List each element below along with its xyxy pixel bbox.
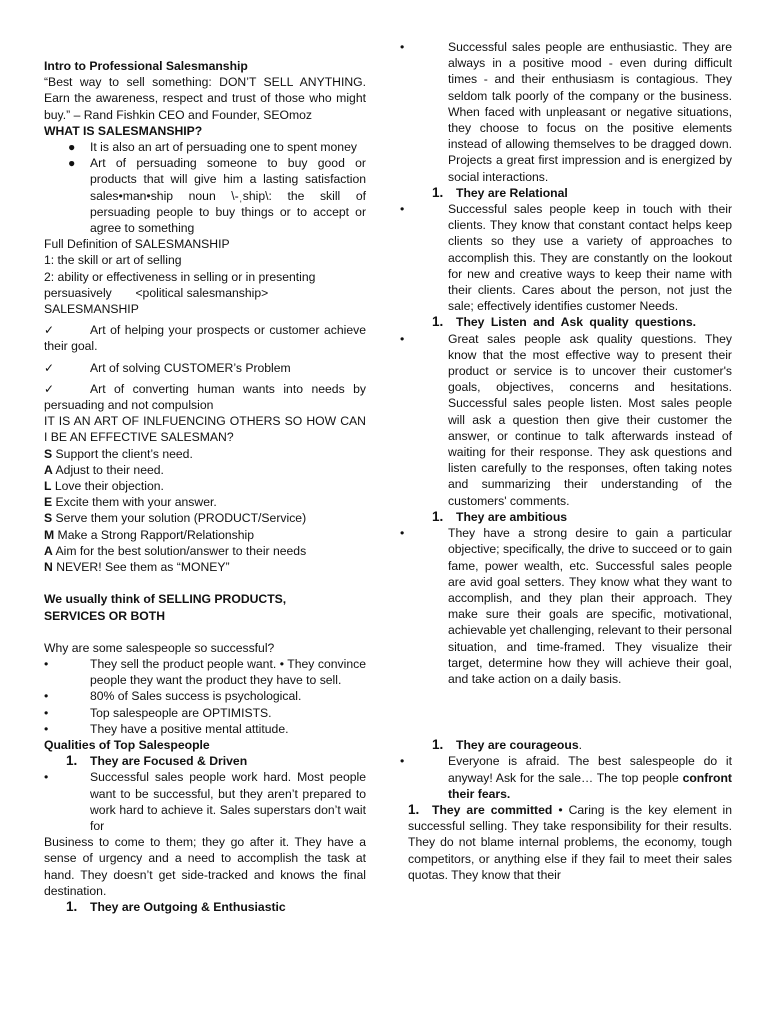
think-line-1: We usually think of SELLING PRODUCTS,	[44, 592, 287, 607]
quality-heading: 1. They are Focused & Driven	[66, 753, 248, 769]
bullet-icon: •	[44, 770, 49, 785]
check-item: ✓ Art of solving CUSTOMER’s Problem	[44, 360, 291, 375]
bullet-icon: •	[44, 721, 49, 736]
effective-question: IT IS AN ART OF INLFUENCING OTHERS SO HOW CAN I BE AN EFFECTIVE SALESMAN?	[44, 414, 366, 445]
why-bullet: • 80% of Sales success is psychological.	[44, 689, 302, 704]
quality-heading: 1. They Listen and Ask quality questions.	[432, 314, 696, 330]
acronym-line: A Adjust to their need.	[44, 462, 164, 477]
bullet-icon: •	[44, 689, 49, 704]
acronym-line: A Aim for the best solution/answer to their needs	[44, 543, 307, 558]
bullet-icon: •	[44, 656, 49, 671]
bullet-icon: •	[400, 754, 405, 769]
committed-paragraph: 1. They are committed • Caring is the key element in successful selling. They take responsibility for their results. They do not blame internal problems, the economy, tough competitors, or anything else if they fail to meet their sales quotas. They know that their	[408, 801, 732, 882]
bullet-icon: •	[400, 202, 405, 217]
what-bullet: ● It is also an art of persuading one to spent money	[68, 140, 357, 155]
quality-heading: 1. They are courageous.	[432, 737, 582, 753]
why-bullet: • They sell the product people want. • They convince people they want the product they have to sell.	[44, 656, 366, 688]
bullet-icon: •	[400, 40, 405, 54]
check-icon: ✓	[44, 360, 55, 375]
quality-bullet: • Successful sales people keep in touch with their clients. They know that constant contact helps keep clients so they use a variety of approaches to accomplish this. They are constantly on the lookout for new and creative ways to keep their name with their clients. Cares about the person, not just the sale; effectively identifies customer Needs.	[400, 202, 732, 314]
quality-heading: 1. They are Outgoing & Enthusiastic	[66, 898, 286, 914]
left-column	[44, 38, 366, 915]
check-item: ✓ Art of helping your prospects or customer achieve their goal.	[44, 323, 366, 354]
why-bullet: • They have a positive mental attitude.	[44, 721, 289, 736]
salesmanship-label: SALESMANSHIP	[44, 302, 139, 317]
acronym-line: N NEVER! See them as “MONEY”	[44, 560, 230, 575]
quality-heading: 1. They are Relational	[432, 184, 568, 200]
bullet-icon: ●	[68, 140, 76, 155]
what-bullet: ● Art of persuading someone to buy good or products that will give him a lasting satisfaction sales•man•ship noun \-ˌship\: the skill of persuading people to buy things or to accept or agree to something	[68, 156, 366, 236]
quality-heading: 1. They are ambitious	[432, 508, 568, 524]
acronym-line: M Make a Strong Rapport/Relationship	[44, 527, 255, 542]
doc-title: Intro to Professional Salesmanship	[44, 59, 248, 73]
bullet-icon: •	[400, 526, 405, 541]
quality-bullet: • They have a strong desire to gain a particular objective; specifically, the drive to succeed or to gain fame, power wealth, etc. Successful sales people are avid goal setters. They know what they want to accomplish, and they plan their approach. They make sure their goals are specific, motivational, achievable yet challenging, relevant to their personal situation, and time-framed. They visualize their target, determine how they will achieve their goal, and take action on a daily basis.	[400, 526, 732, 686]
qualities-heading: Qualities of Top Salespeople	[44, 737, 210, 752]
check-item: ✓ Art of converting human wants into needs by persuading and not compulsion	[44, 381, 366, 413]
acronym-line: S Support the client’s need.	[44, 446, 193, 461]
bullet-icon: •	[400, 331, 405, 346]
definition-2: 2: ability or effectiveness in selling or in presenting persuasively <political salesmanship>	[44, 269, 319, 300]
definition-1: 1: the skill or art of selling	[44, 253, 182, 268]
acronym-line: E Excite them with your answer.	[44, 495, 217, 510]
right-column	[400, 39, 732, 883]
quality-bullet: • Great sales people ask quality questions. They know that the most effective way to present their product or service is to uncover their customer's goals, objectives, concerns and hesitations. Successful sales people listen. Most sales people will ask a question then give their customer the answer, or continue to talk afterwards instead of waiting for their response. They ask questions and listen carefully to the responses, often taking notes and summarizing their understanding of the customers' comments.	[400, 331, 732, 508]
acronym-line: S Serve them your solution (PRODUCT/Service)	[44, 511, 307, 526]
check-icon: ✓	[44, 323, 55, 338]
bullet-icon: ●	[68, 156, 76, 171]
what-heading: WHAT IS SALESMANSHIP?	[44, 123, 203, 138]
quality-bullet: • Successful sales people are enthusiastic. They are always in a positive mood - even during difficult times - and their enthusiasm is contagious. They seldom talk poorly of the company or the business. When faced with unpleasant or negative situations, they choose to focus on the positive elements instead of allowing themselves to be dragged down. Projects a great first impression and is energized by social interactions.	[400, 40, 732, 184]
full-definition: Full Definition of SALESMANSHIP	[44, 237, 230, 252]
bullet-icon: •	[44, 705, 49, 720]
quality-bullet: • Successful sales people work hard. Most people want to be successful, but they aren’t prepared to work hard to achieve it. Sales superstars don’t wait for	[44, 770, 366, 833]
acronym-line: L Love their objection.	[44, 479, 164, 494]
think-line-2: SERVICES OR BOTH	[44, 608, 165, 623]
quality-continuation: Business to come to them; they go after it. They have a sense of urgency and a need to accomplish the task at hand. They doesn’t get side-tracked and knows the final destination.	[44, 835, 366, 898]
why-bullet: • Top salespeople are OPTIMISTS.	[44, 705, 272, 720]
opening-quote: “Best way to sell something: DON’T SELL ANYTHING. Earn the awareness, respect and trust of those who might buy.” – Rand Fishkin CEO and Founder, SEOmoz	[44, 75, 366, 122]
check-icon: ✓	[44, 381, 55, 396]
why-heading: Why are some salespeople so successful?	[44, 640, 275, 655]
quality-bullet: • Everyone is afraid. The best salespeople do it anyway! Ask for the sale… The top people confront their fears.	[400, 754, 732, 801]
